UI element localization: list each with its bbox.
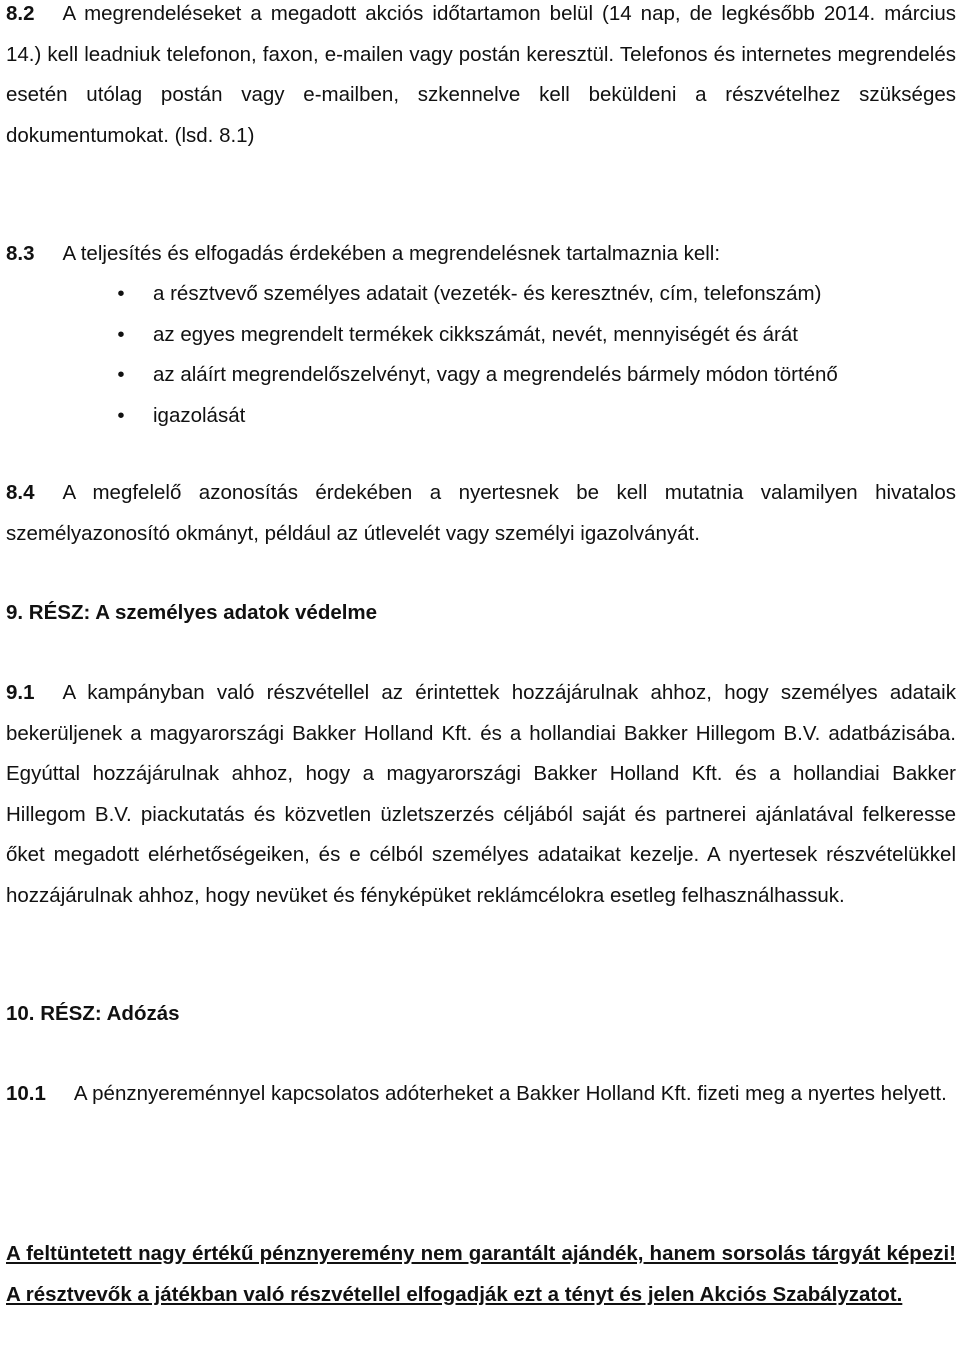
section-text: A megfelelő azonosítás érdekében a nyertesnek be kell mutatnia valamilyen hivatalos személyazonosító okmányt, például az útlevelét vagy személyi igazolványát. <box>6 481 956 545</box>
bullet-icon: • <box>117 403 125 427</box>
part-9-heading: 9. RÉSZ: A személyes adatok védelme <box>6 601 378 624</box>
section-8-3 <box>6 234 956 275</box>
list-item: • az egyes megrendelt termékek cikkszámát, nevét, mennyiségét és árát <box>6 315 956 356</box>
requirements-list <box>6 274 956 436</box>
list-item: • a résztvevő személyes adatait (vezeték- és keresztnév, cím, telefonszám) <box>6 274 956 315</box>
section-number: 8.2 <box>6 2 35 25</box>
bullet-icon: • <box>117 322 125 346</box>
bullet-icon: • <box>117 363 125 386</box>
section-number: 9.1 <box>6 681 35 704</box>
section-text: A pénznyereménnyel kapcsolatos adóterheket a Bakker Holland Kft. fizeti meg a nyertes helyett. <box>73 1082 947 1105</box>
list-item: • igazolását <box>6 396 956 437</box>
list-item: • az aláírt megrendelőszelvényt, vagy a megrendelés bármely módon történő <box>6 355 956 396</box>
section-number: 8.4 <box>6 481 35 504</box>
section-8-4 <box>6 473 956 554</box>
section-text: A kampányban való részvétellel az érintettek hozzájárulnak ahhoz, hogy személyes adataik bekerüljenek a magyarországi Bakker Holland Kft. és a hollandiai Bakker Hillegom B.V. adatbázisába. Egyúttal hozzájárulnak ahhoz, hogy a magyarországi Bakker Holland Kft. és a hollandiai Bakker Hillegom B.V. piackutatás és közvetlen üzletszerzés céljából saját és partnerei ajánlatával felkeresse őket megadott elérhetőségeiken, és e célból személyes adataikat kezelje. A nyertesek részvételükkel hozzájárulnak ahhoz, hogy nevüket és fényképüket reklámcélokra esetleg felhasználhassuk. <box>6 681 956 907</box>
section-8-2 <box>6 0 956 156</box>
section-number: 8.3 <box>6 242 35 265</box>
disclaimer-notice: A feltüntetett nagy értékű pénznyeremény nem garantált ajándék, hanem sorsolás tárgyát képezi! A résztvevők a játékban való részvétellel elfogadják ezt a tényt és jelen Akciós Szabályzatot. <box>6 1242 956 1306</box>
bullet-icon: • <box>117 282 125 305</box>
section-text: A teljesítés és elfogadás érdekében a megrendelésnek tartalmaznia kell: <box>62 242 721 265</box>
section-9-1 <box>6 673 956 916</box>
part-10-heading: 10. RÉSZ: Adózás <box>6 1002 180 1025</box>
section-10-1 <box>6 1074 956 1115</box>
section-number: 10.1 <box>6 1082 46 1105</box>
section-text: A megrendeléseket a megadott akciós időtartamon belül (14 nap, de legkésőbb 2014. március 14.) kell leadniuk telefonon, faxon, e-mailen vagy postán keresztül. Telefonos és internetes megrendelés esetén utólag postán vagy e-mailben, szkennelve kell beküldeni a részvételhez szükséges dokumentumokat. (lsd. 8.1) <box>6 2 956 147</box>
